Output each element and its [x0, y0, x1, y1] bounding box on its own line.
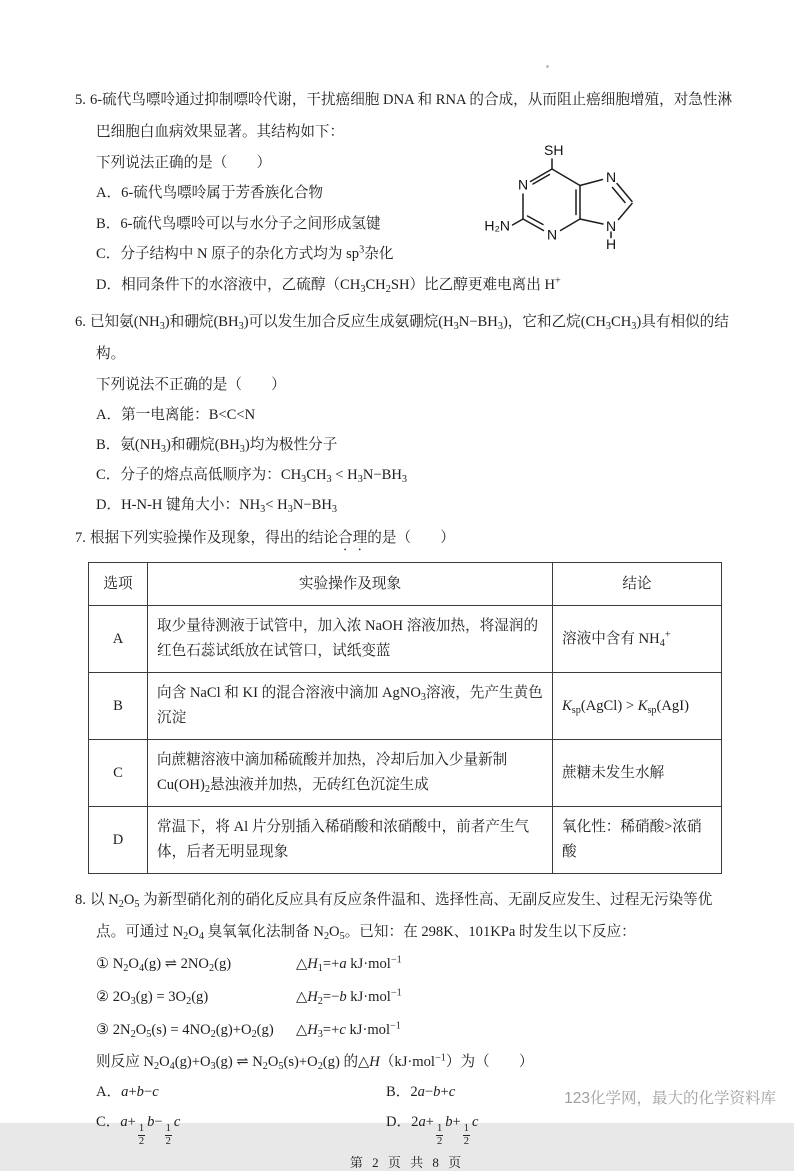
atom-label-n1: N — [517, 176, 529, 193]
q6-stem — [75, 306, 739, 370]
q7-row-c-conclusion: 蔗糖未发生水解 — [553, 740, 722, 807]
q7-row-b-operation: 向含 NaCl 和 KI 的混合溶液中滴加 AgNO$_3$溶液，先产生黄色沉淀 — [148, 673, 553, 740]
q7-row-d-option: D — [89, 807, 148, 874]
q7-row-b — [89, 673, 722, 740]
q8-equation-3-enthalpy: $\triangle H_3=+c$ kJ·mol$^{-1}$ — [296, 1020, 401, 1040]
q7-row-c-operation: 向蔗糖溶液中滴加稀硫酸并加热，冷却后加入少量新制 $Cu(OH)_2$悬浊液并加热，无砖红色沉淀生成 — [148, 740, 553, 807]
q8-stem — [75, 884, 739, 948]
q5-option-c: C．分子结构中 N 原子的杂化方式均为 $sp^3$杂化 — [96, 244, 394, 262]
atom-label-n7: N — [605, 169, 617, 185]
q7-row-d-conclusion: 氧化性：稀硝酸>浓硝酸 — [553, 807, 722, 874]
atom-label-n3: N — [546, 226, 558, 243]
atom-label-h9: H — [605, 236, 617, 252]
q7-header-conclusion: 结论 — [553, 563, 722, 606]
q7-row-d-operation: 常温下，将 Al 片分别插入稀硝酸和浓硝酸中，前者产生气体，后者无明显现象 — [148, 807, 553, 874]
q7-row-a-operation: 取少量待测液于试管中，加入浓 NaOH 溶液加热，将湿润的红色石蕊试纸放在试管口，试纸变蓝 — [148, 606, 553, 673]
q7-stem-text: 根据下列实验操作及现象，得出的结论合理的是（ ） — [89, 530, 455, 546]
atom-label-sh: SH — [544, 142, 564, 158]
q7-number: 7. — [75, 530, 86, 546]
q7-row-d — [89, 807, 722, 874]
atom-label-h2n: H₂N — [484, 217, 510, 234]
q7-stem — [75, 522, 739, 554]
q5-number: 5. — [75, 92, 86, 108]
watermark: 123化学网，最大的化学资料库 — [564, 1090, 776, 1107]
q8-equation-3-formula: ③ $2N_2O_5(s) = 4NO_2(g)+O_2(g)$ — [96, 1022, 274, 1040]
q7-row-b-option: B — [89, 673, 148, 740]
q8-options-row-2 — [96, 1107, 739, 1148]
page-content — [75, 84, 739, 1171]
q6-option-d: D．H-N-H 键角大小：$NH_3< H_3N-BH_3$ — [96, 497, 337, 515]
q7-row-a-option: A — [89, 606, 148, 673]
q8-equation-1 — [96, 948, 739, 981]
q8-equation-2 — [96, 981, 739, 1014]
q7-header-option: 选项 — [89, 563, 148, 606]
q5-stem — [75, 84, 739, 148]
q5-option-d: D．相同条件下的水溶液中，乙硫醇$(CH_3CH_2SH)$比乙醇更难电离出 H+ — [96, 274, 561, 295]
question-8 — [75, 884, 739, 1148]
question-5 — [75, 84, 739, 300]
q8-option-d: D．2a+ $\frac{1}{2}$ b+ $\frac{1}{2}$ c — [386, 1114, 479, 1148]
q8-stem-text: 以 $N_2O_5$ 为新型硝化剂的硝化反应具有反应条件温和、选择性高、无副反应发生、过程无污染等优点。可通过 $N_2O_4$ 臭氧氧化法制备 $N_2O_5$。已知：在 298K、101KPa 时发生以下反应： — [89, 892, 713, 942]
q8-equation-2-enthalpy: $\triangle H_2=-b$ kJ·mol$^{-1}$ — [296, 987, 402, 1007]
q6-stem-text: 已知氨$(NH_3)$和硼烷$(BH_3)$可以发生加合反应生成氨硼烷$(H_3N-BH_3)$，它和乙烷$(CH_3CH_3)$具有相似的结构。 — [89, 314, 729, 362]
q5-option-a: A．6-硫代鸟嘌呤属于芳香族化合物 — [96, 185, 324, 201]
q7-row-c — [89, 740, 722, 807]
q8-equation-1-enthalpy: $\triangle H_1=+a$ kJ·mol$^{-1}$ — [296, 954, 402, 974]
q8-equation-3 — [96, 1014, 739, 1047]
q7-table — [88, 562, 722, 874]
q6-option-a: A．第一电离能：B<C<N — [96, 407, 256, 423]
atom-label-n9: N — [605, 218, 617, 234]
q6-option-c: C．分子的熔点高低顺序为：$CH_3CH_3 < H_3N-BH_3$ — [96, 467, 407, 485]
q7-row-c-option: C — [89, 740, 148, 807]
scan-speck — [546, 65, 549, 68]
q8-equation-2-formula: ② $2O_3(g) = 3O_2(g)$ — [96, 989, 209, 1007]
q7-row-b-conclusion: $K_{sp}(AgCl) > K_{sp}(AgI)$ — [553, 673, 722, 740]
q7-row-a-conclusion: 溶液中含有 $NH_4^+$ — [553, 606, 722, 673]
q7-row-a — [89, 606, 722, 673]
q5-prompt: 下列说法正确的是（ ） — [96, 155, 272, 171]
page-indicator: 第 2 页 共 8 页 — [349, 1155, 465, 1171]
q6-prompt: 下列说法不正确的是（ ） — [96, 377, 286, 393]
q8-option-a: A．a+b−c — [96, 1084, 159, 1100]
q8-conclusion: 则反应 $N_2O_4(g)+O_3(g)$ ⇌ $N_2O_5(s)+O_2(g)$ 的△H（kJ·mol$^{-1}$）为（ ） — [96, 1052, 534, 1072]
question-6 — [75, 306, 739, 520]
q6-number: 6. — [75, 314, 86, 330]
q8-number: 8. — [75, 892, 86, 908]
q7-header-operation: 实验操作及现象 — [148, 563, 553, 606]
q6-option-b: B．氨$(NH_3)$和硼烷$(BH_3)$均为极性分子 — [96, 437, 338, 455]
q8-equation-1-formula: ① $N_2O_4(g)$ ⇌ $2NO_2(g)$ — [96, 956, 232, 974]
question-7 — [75, 522, 739, 874]
q5-option-b: B．6-硫代鸟嘌呤可以与水分子之间形成氢键 — [96, 215, 381, 232]
q8-option-b: B．2a−b+c — [386, 1084, 456, 1100]
q5-stem-text: 6-硫代鸟嘌呤通过抑制嘌呤代谢，干扰癌细胞 DNA 和 RNA 的合成，从而阻止癌细胞增殖，对急性淋巴细胞白血病效果显著。其结构如下： — [89, 92, 733, 140]
q7-table-header-row — [89, 563, 722, 606]
q8-option-c: C．a+ $\frac{1}{2}$ b− $\frac{1}{2}$ c — [96, 1114, 181, 1148]
